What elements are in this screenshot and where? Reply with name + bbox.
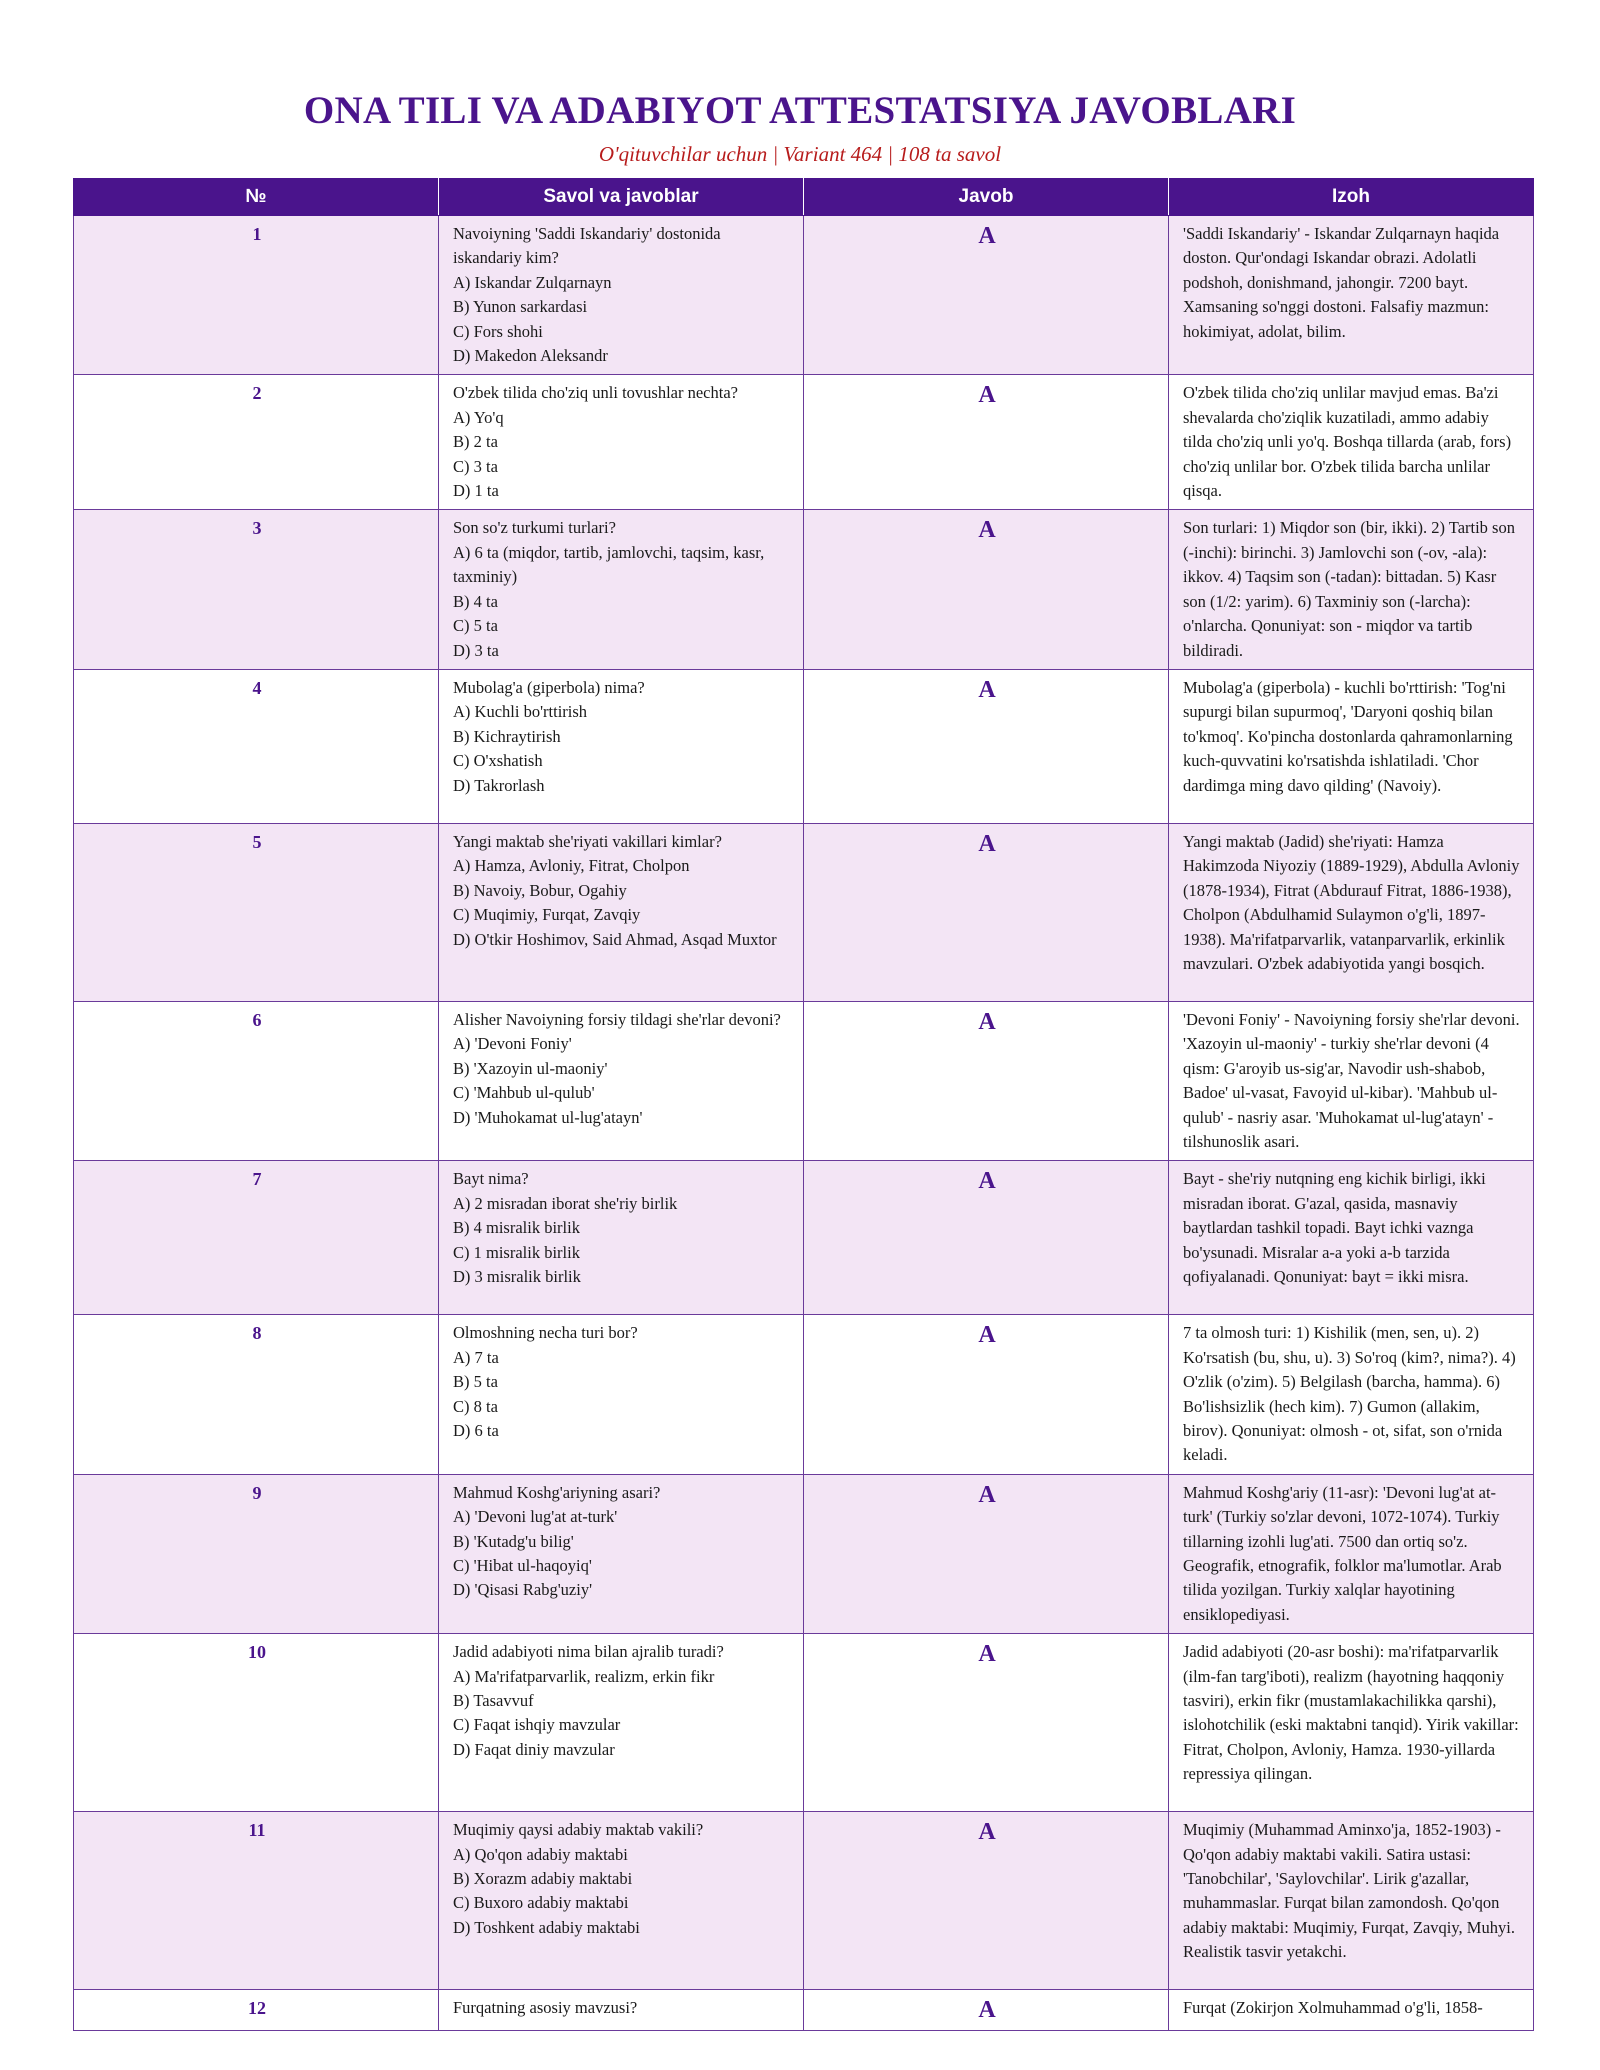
question-number: 9	[74, 1474, 439, 1633]
question-cell	[439, 669, 804, 823]
answer-option: D) 3 misralik birlik	[453, 1266, 581, 1286]
answer-option: C) 1 misralik birlik	[453, 1242, 580, 1262]
correct-answer: A	[804, 823, 1169, 1001]
answer-option: D) Makedon Aleksandr	[453, 346, 608, 366]
answer-option: D) Faqat diniy mavzular	[453, 1739, 615, 1759]
table-row	[74, 823, 1534, 1001]
answer-option: D) 6 ta	[453, 1420, 499, 1440]
question-number: 2	[74, 375, 439, 510]
question-cell	[439, 510, 804, 669]
answer-option: A) 7 ta	[453, 1347, 499, 1367]
correct-answer: A	[804, 1990, 1169, 2031]
table-row	[74, 375, 1534, 510]
answer-option: D) 'Qisasi Rabg'uziy'	[453, 1580, 593, 1600]
header-question: Savol va javoblar	[439, 179, 804, 216]
question-number: 1	[74, 216, 439, 375]
answer-option: A) 'Devoni lug'at at-turk'	[453, 1507, 618, 1527]
answer-option: B) 2 ta	[453, 432, 498, 452]
answer-option: B) 5 ta	[453, 1372, 498, 1392]
answer-option: B) Kichraytirish	[453, 726, 561, 746]
answer-option: C) 'Hibat ul-haqoyiq'	[453, 1556, 592, 1575]
question-cell	[439, 1474, 804, 1633]
question-text: Mubolag'a (giperbola) nima?	[453, 677, 645, 697]
explanation-note: Mahmud Koshg'ariy (11-asr): 'Devoni lug'at at-turk' (Turkiy so'zlar devoni, 1072-1074). Turkiy tillarning izohli lug'ati. 7500 dan ortiq so'z. Geografik, etnografik, folklor ma'lumotlar. Arab tilida yozilgan. Turkiy xalqlar hayotining ensiklopediyasi.	[1169, 1474, 1534, 1633]
answer-option: B) Xorazm adabiy maktabi	[453, 1869, 633, 1889]
question-text: Navoiyning 'Saddi Iskandariy' dostonida iskandariy kim?	[453, 224, 721, 268]
answer-option: A) Ma'rifatparvarlik, realizm, erkin fikr	[453, 1666, 715, 1686]
question-number: 6	[74, 1001, 439, 1160]
correct-answer: A	[804, 510, 1169, 669]
question-text: Yangi maktab she'riyati vakillari kimlar?	[453, 831, 722, 851]
explanation-note: Mubolag'a (giperbola) - kuchli bo'rttirish: 'Tog'ni supurgi bilan supurmoq', 'Daryoni qoshiq bilan to'kmoq'. Ko'pincha dostonlarda qahramonlarning kuch-quvvatini ko'rsatishda ishlatiladi. 'Chor dardimga ming davo qilding' (Navoiy).	[1169, 669, 1534, 823]
question-cell	[439, 823, 804, 1001]
table-row	[74, 510, 1534, 669]
answer-option: B) Yunon sarkardasi	[453, 297, 588, 317]
table-row	[74, 669, 1534, 823]
question-text: Mahmud Koshg'ariyning asari?	[453, 1482, 661, 1502]
table-row	[74, 1161, 1534, 1315]
correct-answer: A	[804, 375, 1169, 510]
answer-option: C) 8 ta	[453, 1396, 498, 1416]
table-row	[74, 1634, 1534, 1812]
question-number: 4	[74, 669, 439, 823]
answer-option: C) Buxoro adabiy maktabi	[453, 1893, 629, 1913]
explanation-note: Bayt - she'riy nutqning eng kichik birligi, ikki misradan iborat. G'azal, qasida, masnaviy baytlardan tashkil topadi. Bayt ichki vaznga bo'ysunadi. Misralar a-a yoki a-b tarzida qofiyalanadi. Qonuniyat: bayt = ikki misra.	[1169, 1161, 1534, 1315]
answer-option: A) Qo'qon adabiy maktabi	[453, 1844, 628, 1864]
explanation-note: Jadid adabiyoti (20-asr boshi): ma'rifatparvarlik (ilm-fan targ'iboti), realizm (hayotning haqqoniy tasviri), erkin fikr (mustamlakachilikka qarshi), islohotchilik (eski maktabni tanqid). Yirik vakillar: Fitrat, Cholpon, Avloniy, Hamza. 1930-yillarda repressiya qilingan.	[1169, 1634, 1534, 1812]
answer-option: A) Kuchli bo'rttirish	[453, 702, 588, 722]
table-row	[74, 216, 1534, 375]
question-text: Bayt nima?	[453, 1169, 529, 1189]
correct-answer: A	[804, 1812, 1169, 1990]
answer-option: C) 3 ta	[453, 456, 498, 476]
table-header-row	[74, 179, 1534, 216]
question-number: 3	[74, 510, 439, 669]
answer-option: D) Takrorlash	[453, 775, 545, 795]
question-cell	[439, 1161, 804, 1315]
question-text: O'zbek tilida cho'ziq unli tovushlar nechta?	[453, 383, 738, 403]
answer-option: C) Fors shohi	[453, 321, 543, 341]
answer-option: D) 3 ta	[453, 640, 499, 660]
answer-option: C) 'Mahbub ul-qulub'	[453, 1083, 595, 1103]
page-title: ONA TILI VA ADABIYOT ATTESTATSIYA JAVOBLARI	[303, 89, 1297, 132]
question-cell	[439, 1634, 804, 1812]
question-cell	[439, 1315, 804, 1474]
question-number: 11	[74, 1812, 439, 1990]
table-row	[74, 1474, 1534, 1633]
question-text: Alisher Navoiyning forsiy tildagi she'rlar devoni?	[453, 1009, 781, 1029]
question-number: 5	[74, 823, 439, 1001]
answer-option: A) Hamza, Avloniy, Fitrat, Cholpon	[453, 856, 690, 876]
answer-option: C) O'xshatish	[453, 751, 543, 771]
header-number: №	[74, 179, 439, 216]
question-cell	[439, 1812, 804, 1990]
header-answer: Javob	[804, 179, 1169, 216]
answers-table-container	[73, 178, 1533, 2031]
answer-option: C) Faqat ishqiy mavzular	[453, 1715, 621, 1735]
correct-answer: A	[804, 1474, 1169, 1633]
table-row	[74, 1315, 1534, 1474]
answer-option: B) 4 misralik birlik	[453, 1218, 580, 1238]
explanation-note: 7 ta olmosh turi: 1) Kishilik (men, sen, u). 2) Ko'rsatish (bu, shu, u). 3) So'roq (kim?, nima?). 4) O'zlik (o'zim). 5) Belgilash (barcha, hamma). 6) Bo'lishsizlik (hech kim). 7) Gumon (allakim, birov). Qonuniyat: olmosh - ot, sifat, son o'rnida keladi.	[1169, 1315, 1534, 1474]
table-row	[74, 1001, 1534, 1160]
answer-option: D) 1 ta	[453, 481, 499, 501]
page-subtitle: O'qituvchilar uchun | Variant 464 | 108 ta savol	[598, 142, 1002, 166]
answer-option: D) Toshkent adabiy maktabi	[453, 1917, 640, 1937]
answer-option: D) O'tkir Hoshimov, Said Ahmad, Asqad Muxtor	[453, 929, 777, 949]
answer-option: D) 'Muhokamat ul-lug'atayn'	[453, 1107, 643, 1127]
answer-option: C) 5 ta	[453, 616, 498, 636]
answer-option: C) Muqimiy, Furqat, Zavqiy	[453, 905, 641, 925]
explanation-note: Yangi maktab (Jadid) she'riyati: Hamza Hakimzoda Niyoziy (1889-1929), Abdulla Avloniy (1878-1934), Fitrat (Abdurauf Fitrat, 1886-1938), Cholpon (Abdulhamid Sulaymon o'g'li, 1897-1938). Ma'rifatparvarlik, vatanparvarlik, erkinlik mavzulari. O'zbek adabiyotida yangi bosqich.	[1169, 823, 1534, 1001]
correct-answer: A	[804, 216, 1169, 375]
question-number: 10	[74, 1634, 439, 1812]
correct-answer: A	[804, 1161, 1169, 1315]
explanation-note: O'zbek tilida cho'ziq unlilar mavjud emas. Ba'zi shevalarda cho'ziqlik kuzatiladi, ammo adabiy tilda cho'ziq unli yo'q. Boshqa tillarda (arab, fors) cho'ziq unlilar bor. O'zbek tilida barcha unlilar qisqa.	[1169, 375, 1534, 510]
answers-table	[73, 178, 1534, 2031]
answer-option: A) 2 misradan iborat she'riy birlik	[453, 1193, 678, 1213]
explanation-note: Son turlari: 1) Miqdor son (bir, ikki). 2) Tartib son (-inchi): birinchi. 3) Jamlovchi son (-ov, -ala): ikkov. 4) Taqsim son (-tadan): bittadan. 5) Kasr son (1/2: yarim). 6) Taxminiy son (-larcha): o'nlarcha. Qonuniyat: son - miqdor va tartib bildiradi.	[1169, 510, 1534, 669]
question-cell	[439, 1990, 804, 2031]
answer-option: A) 'Devoni Foniy'	[453, 1034, 572, 1054]
table-body	[74, 216, 1534, 2031]
question-cell	[439, 375, 804, 510]
explanation-note: 'Devoni Foniy' - Navoiyning forsiy she'rlar devoni. 'Xazoyin ul-maoniy' - turkiy she'rlar devoni (4 qism: G'aroyib us-sig'ar, Navodir ush-shabob, Badoe' ul-vasat, Favoyid ul-kibar). 'Mahbub ul-qulub' - nasriy asar. 'Muhokamat ul-lug'atayn' - tilshunoslik asari.	[1169, 1001, 1534, 1160]
header-note: Izoh	[1169, 179, 1534, 216]
question-number: 7	[74, 1161, 439, 1315]
table-row	[74, 1990, 1534, 2031]
answer-option: B) Navoiy, Bobur, Ogahiy	[453, 880, 627, 900]
answer-option: B) 'Xazoyin ul-maoniy'	[453, 1058, 608, 1078]
explanation-note: Furqat (Zokirjon Xolmuhammad o'g'li, 1858-	[1169, 1990, 1534, 2031]
question-cell	[439, 1001, 804, 1160]
correct-answer: A	[804, 1315, 1169, 1474]
explanation-note: 'Saddi Iskandariy' - Iskandar Zulqarnayn haqida doston. Qur'ondagi Iskandar obrazi. Adolatli podshoh, donishmand, jahongir. 7200 bayt. Xamsaning so'nggi dostoni. Falsafiy mazmun: hokimiyat, adolat, bilim.	[1169, 216, 1534, 375]
question-text: Muqimiy qaysi adabiy maktab vakili?	[453, 1820, 704, 1840]
question-text: Olmoshning necha turi bor?	[453, 1323, 638, 1343]
answer-option: B) 4 ta	[453, 591, 498, 611]
correct-answer: A	[804, 1634, 1169, 1812]
table-row	[74, 1812, 1534, 1990]
answer-option: B) 'Kutadg'u bilig'	[453, 1531, 574, 1551]
correct-answer: A	[804, 669, 1169, 823]
explanation-note: Muqimiy (Muhammad Aminxo'ja, 1852-1903) - Qo'qon adabiy maktabi vakili. Satira ustasi: 'Tanobchilar', 'Saylovchilar'. Lirik g'azallar, muhammaslar. Furqat bilan zamondosh. Qo'qon adabiy maktabi: Muqimiy, Furqat, Zavqiy, Muhyi. Realistik tasvir yetakchi.	[1169, 1812, 1534, 1990]
answer-option: A) Iskandar Zulqarnayn	[453, 272, 612, 292]
question-number: 12	[74, 1990, 439, 2031]
question-text: Jadid adabiyoti nima bilan ajralib turadi?	[453, 1642, 724, 1662]
answer-option: B) Tasavvuf	[453, 1691, 534, 1711]
question-cell	[439, 216, 804, 375]
answer-option: A) 6 ta (miqdor, tartib, jamlovchi, taqsim, kasr, taxminiy)	[453, 542, 765, 587]
question-number: 8	[74, 1315, 439, 1474]
correct-answer: A	[804, 1001, 1169, 1160]
answer-option: A) Yo'q	[453, 407, 504, 427]
question-text: Son so'z turkumi turlari?	[453, 518, 616, 538]
question-text: Furqatning asosiy mavzusi?	[453, 1998, 638, 2018]
